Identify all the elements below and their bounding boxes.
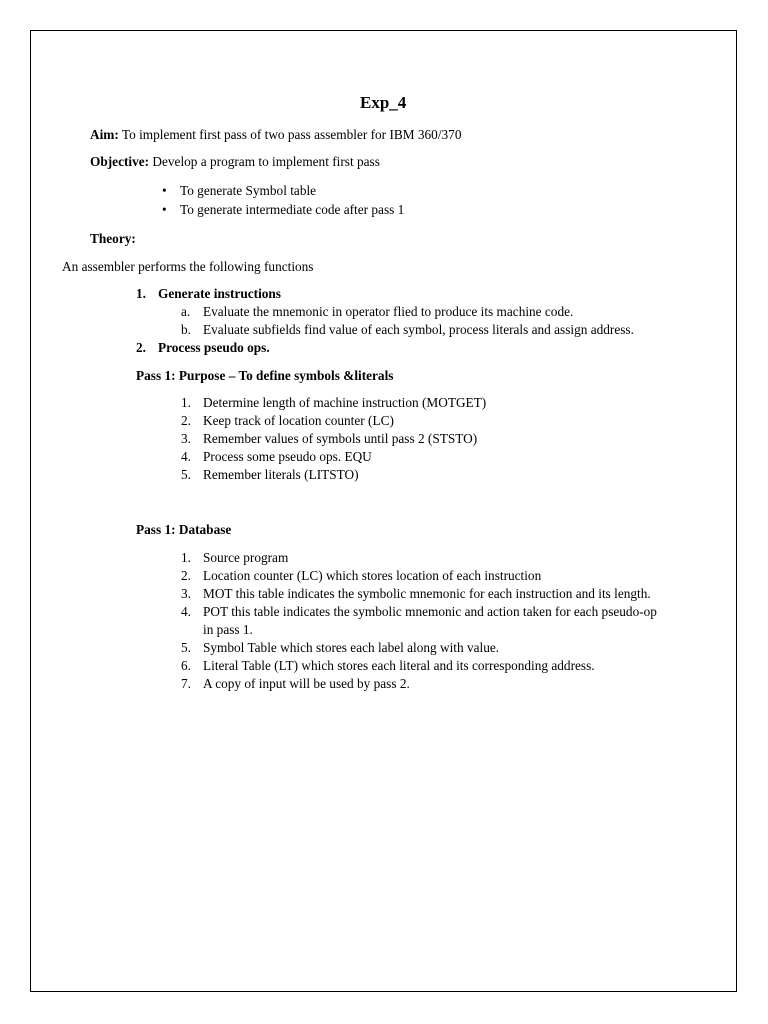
- bullet-text: To generate Symbol table: [180, 183, 317, 198]
- function-number: 1.: [136, 286, 146, 301]
- item-text: MOT this table indicates the symbolic mnemonic for each instruction and its length.: [203, 586, 651, 601]
- pass1-database-heading-text: Pass 1: Database: [136, 522, 232, 537]
- theory-heading: [90, 230, 136, 247]
- pass1-database-heading: [136, 521, 231, 538]
- theory-intro: An assembler performs the following functions: [62, 259, 314, 274]
- item-number: 3.: [181, 586, 191, 601]
- document-title: Exp_4: [360, 93, 407, 112]
- bullet-text: To generate intermediate code after pass 1: [180, 202, 405, 217]
- item-text: POT this table indicates the symbolic mnemonic and action taken for each pseudo-op: [203, 604, 657, 619]
- item-number: 6.: [181, 658, 191, 673]
- bullet-icon: •: [162, 183, 167, 198]
- subfunction-letter: b.: [181, 322, 191, 337]
- function-label: Generate instructions: [158, 286, 281, 301]
- item-number: 1.: [181, 550, 191, 565]
- page-border: [30, 30, 737, 992]
- item-number: 2.: [181, 413, 191, 428]
- item-number: 7.: [181, 676, 191, 691]
- item-number: 4.: [181, 449, 191, 464]
- subfunction-text: Evaluate subfields find value of each symbol, process literals and assign address.: [203, 322, 634, 337]
- subfunction-text: Evaluate the mnemonic in operator flied to produce its machine code.: [203, 304, 574, 319]
- objective-label: Objective:: [90, 154, 150, 169]
- item-text: A copy of input will be used by pass 2.: [203, 676, 410, 691]
- pass1-purpose-heading: [136, 367, 393, 384]
- objective-line: [90, 153, 380, 170]
- theory-heading-text: Theory:: [90, 231, 136, 246]
- item-text: Determine length of machine instruction (MOTGET): [203, 395, 487, 410]
- bullet-icon: •: [162, 202, 167, 217]
- item-number: 1.: [181, 395, 191, 410]
- item-text: Remember literals (LITSTO): [203, 467, 359, 482]
- objective-text: Develop a program to implement first pass: [149, 154, 380, 169]
- item-text: Keep track of location counter (LC): [203, 413, 394, 428]
- aim-line: [90, 126, 461, 143]
- item-text: Process some pseudo ops. EQU: [203, 449, 372, 464]
- aim-text: To implement first pass of two pass assembler for IBM 360/370: [118, 127, 462, 142]
- subfunction-letter: a.: [181, 304, 191, 319]
- item-text: Remember values of symbols until pass 2 (STSTO): [203, 431, 478, 446]
- item-number: 4.: [181, 604, 191, 619]
- aim-label: Aim:: [90, 127, 119, 142]
- pass1-purpose-heading-text: Pass 1: Purpose – To define symbols &literals: [136, 368, 394, 383]
- item-number: 5.: [181, 467, 191, 482]
- item-text: Source program: [203, 550, 289, 565]
- item-text: Symbol Table which stores each label along with value.: [203, 640, 500, 655]
- item-number: 3.: [181, 431, 191, 446]
- database-item-continuation: in pass 1.: [203, 622, 253, 637]
- function-number: 2.: [136, 340, 146, 355]
- item-text: Literal Table (LT) which stores each literal and its corresponding address.: [203, 658, 595, 673]
- item-text: Location counter (LC) which stores location of each instruction: [203, 568, 542, 583]
- item-number: 5.: [181, 640, 191, 655]
- item-number: 2.: [181, 568, 191, 583]
- function-label: Process pseudo ops.: [158, 340, 270, 355]
